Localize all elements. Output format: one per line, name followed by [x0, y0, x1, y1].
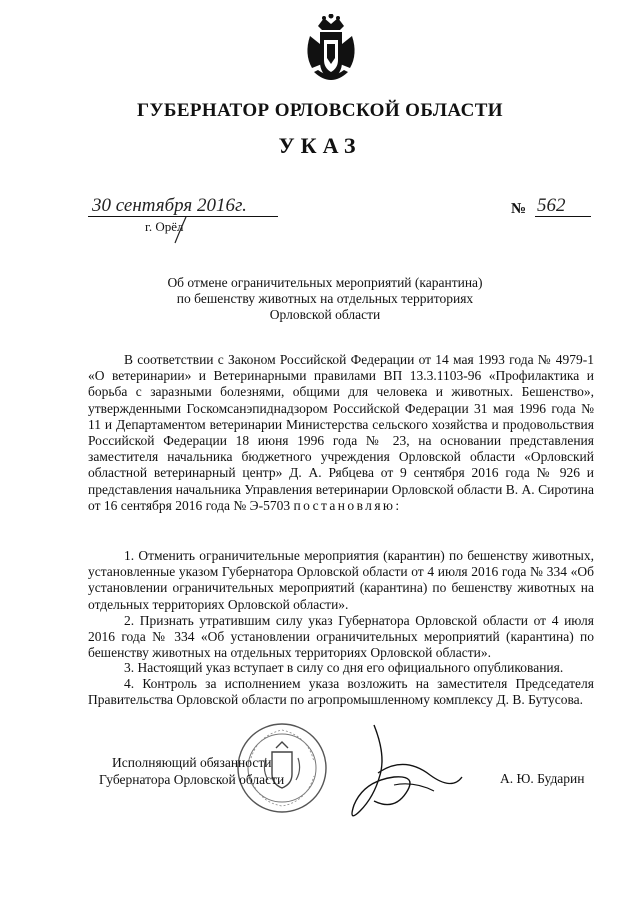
position-line-2: Губернатора Орловской области [99, 772, 285, 787]
preamble-text: В соответствии с Законом Российской Федерации от 14 мая 1993 года № 4979-1 «О ветеринарии» и Ветеринарными правилами ВП 13.3.1103-96 «Профилактика и борьба с заразными болезнями, общими для человека и животных. Бешенство», утвержденными Госкомсанэпиднадзором Российской Федерации 31 мая 1996 года № 11 и Департаментом ветеринарии Министерства сельского хозяйства и продовольствия Российской Федерации 18 июня 1996 года № 23, на основании представления заместителя начальника бюджетного учреждения Орловской области «Орловский областной ветеринарный центр» Д. А. Рябцева от 9 сентября 2016 года № 926 и представления начальника Управления ветеринарии Орловской области В. А. Сиротина от 16 сентября 2016 года № Э-5703 [88, 352, 594, 513]
decree-word: постановляю: [293, 497, 402, 513]
signatory-name: А. Ю. Бударин [500, 771, 585, 786]
position-line-1: Исполняющий обязанности [112, 755, 272, 770]
document-number: 562 [537, 195, 566, 216]
handwritten-signature-icon [334, 715, 470, 830]
decree-item-4: 4. Контроль за исполнением указа возложить на заместителя Председателя Правительства Орловской области по агропромышленному комплексу Д. В. Бутусова. [88, 676, 594, 708]
pen-stroke-icon [172, 216, 188, 244]
signatory-position [99, 754, 285, 788]
document-title: Об отмене ограничительных мероприятий (карантина) по бешенству животных на отдельных территориях Орловской области [167, 275, 483, 322]
issuing-authority: ГУБЕРНАТОР ОРЛОВСКОЙ ОБЛАСТИ [137, 100, 503, 121]
decree-item-2: 2. Признать утратившим силу указ Губернатора Орловской области от 4 июля 2016 года № 334 «Об установлении ограничительных мероприятий (карантина) по бешенству животных на отдельных территориях Орловской области». [88, 613, 594, 661]
decree-item-1: 1. Отменить ограничительные мероприятия (карантин) по бешенству животных, установленные указом Губернатора Орловской области от 4 июля 2016 года № 334 «Об установлении ограничительных мероприятий (карантина) по бешенству животных на отдельных территориях Орловской области». [88, 548, 594, 612]
preamble-paragraph [88, 352, 594, 514]
decree-item-3: 3. Настоящий указ вступает в силу со дня его официального опубликования. [124, 660, 564, 675]
document-date: 30 сентября 2016г. [92, 195, 247, 216]
document-type: УКАЗ [278, 133, 362, 158]
city-label: г. Орёл [145, 219, 184, 234]
number-label: № [511, 201, 527, 217]
coat-of-arms-icon [300, 14, 362, 90]
number-underline [535, 216, 591, 217]
